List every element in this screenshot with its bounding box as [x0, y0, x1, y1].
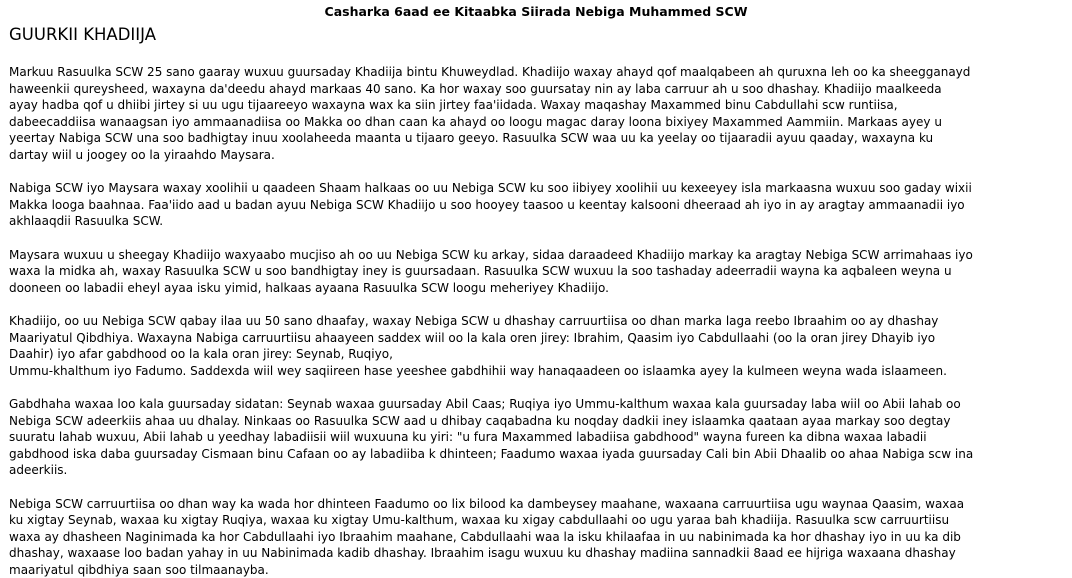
text-line: waxa la midka ah, waxay Rasuulka SCW u soo bandhigtay iney is guursadaan. Rasuulka SCW wuxuu la soo tashaday adeerradii wayna ka aqbaleen weyna u	[9, 263, 1061, 280]
text-line: waxa ay dhasheen Naginimada ka hor Cabdullaahi iyo Ibraahim maahane, Cabdullaahi waa la isku khilaafaa in uu nabinimada ka hor dhashay iyo in uu ka dib	[9, 529, 1061, 546]
paragraph-3	[9, 247, 1061, 297]
text-line: gabdhood iska daba guursaday Cismaan binu Cafaan oo ay labadiiba k dhinteen; Faadumo waxaa iyada guursaday Cali bin Abii Dhaalib oo ahaa Nabiga scw ina	[9, 446, 1061, 463]
text-line: ku xigtay Seynab, waxaa ku xigtay Ruqiya, waxaa ku xigtay Umu-kalthum, waxaa ku xigay cabdullaahi oo ugu yaraa bah khadiija. Rasuulka scw carruurtiisu	[9, 512, 1061, 529]
text-line: dabeecaddiisa wanaagsan iyo ammaanadiisa oo Makka oo dhan caan ka ahayd oo loogu magac daray loona bixiyey Maxammed Aammiin. Markaas ayey u	[9, 114, 1061, 131]
text-line: Maysara wuxuu u sheegay Khadiijo waxyaabo mucjiso ah oo uu Nebiga SCW ku arkay, sidaa daraadeed Khadiijo markay ka aragtay Nebiga SCW arrimahaas iyo	[9, 247, 1061, 264]
page-title: Casharka 6aad ee Kitaabka Siirada Nebiga Muhammed SCW	[0, 4, 1072, 20]
paragraph-6	[9, 496, 1061, 578]
text-line: maariyatul qibdhiya saan soo tilmaanayba.	[9, 562, 1061, 578]
text-line: haweenkii qureysheed, waxayna da'deedu ahayd markaas 40 sano. Ka hor waxay soo guursatay nin ay laba carruur ah u soo dhashay. Khadiijo maalkeeda	[9, 81, 1061, 98]
text-line: Markuu Rasuulka SCW 25 sano gaaray wuxuu guursaday Khadiija bintu Khuweydlad. Khadiijo waxay ahayd qof maalqabeen ah quruxna leh oo ka sheegganayd	[9, 64, 1061, 81]
text-line: dooneen oo labadii eheyl ayaa isku yimid, halkaas ayaana Rasuulka SCW loogu meheriyey Khadiijo.	[9, 280, 1061, 297]
text-line: Nabiga SCW iyo Maysara waxay xoolihii u qaadeen Shaam halkaas oo uu Nebiga SCW ku soo iibiyey xoolihii uu kexeeyey isla markaasna wuxuu soo gaday wixii	[9, 180, 1061, 197]
text-line: akhlaaqdii Rasuulka SCW.	[9, 213, 1061, 230]
text-line: Maariyatul Qibdhiya. Waxayna Nabiga carruurtiisu ahaayeen saddex wiil oo la kala oren jirey: Ibrahim, Qaasim iyo Cabdullaahi (oo la oran jirey Dhayib iyo	[9, 330, 1061, 347]
text-line: Nebiga SCW adeerkiis ahaa uu dhalay. Ninkaas oo Rasuulka SCW aad u dhibay caqabadna ku noqday dadkii iney islaamka qaataan ayaa markay soo degtay	[9, 413, 1061, 430]
text-line: dhashay, waxaase loo badan yahay in uu Nabinimada kadib dhashay. Ibraahim isagu wuxuu ku dhashay madiina sannadkii 8aad ee hijriga waxaana dhashay	[9, 545, 1061, 562]
text-line: Nebiga SCW carruurtiisa oo dhan way ka wada hor dhinteen Faadumo oo lix bilood ka dambeysey maahane, waxaana carruurtiisa ugu waynaa Qaasim, waxaa	[9, 496, 1061, 513]
text-line: Makka looga baahnaa. Faa'iido aad u badan ayuu Nebiga SCW Khadiijo u soo hooyey taasoo u keentay kalsooni dheeraad ah iyo in ay aragtay ammaanadii iyo	[9, 197, 1061, 214]
text-line: yeertay Nabiga SCW una soo badhigtay inuu xoolaheeda maanta u tijaaro geeyo. Rasuulka SCW waa uu ka yeelay oo tijaaradii ayuu qaaday, waxayna ku	[9, 130, 1061, 147]
text-line: Ummu-khalthum iyo Fadumo. Saddexda wiil wey saqiireen hase yeeshee gabdhihii way hanaqaadeen oo islaamka ayey la kulmeen weyna wada islaameen.	[9, 363, 1061, 380]
text-line: suuratu lahab wuxuu, Abii lahab u yeedhay labadiisii wiil wuxuuna ku yiri: "u fura Maxammed labadiisa gabdhood" wayna fureen ka dibna waxaa labadii	[9, 429, 1061, 446]
paragraph-2	[9, 180, 1061, 230]
text-line: dartay wiil u joogey oo la yiraahdo Maysara.	[9, 147, 1061, 164]
text-line: Khadiijo, oo uu Nebiga SCW qabay ilaa uu 50 sano dhaafay, waxay Nebiga SCW u dhashay carruurtiisa oo dhan marka laga reebo Ibraahim oo ay dhashay	[9, 313, 1061, 330]
section-heading: GUURKII KHADIIJA	[9, 24, 156, 46]
article-body	[9, 64, 1061, 578]
text-line: Daahir) iyo afar gabdhood oo la kala oran jirey: Seynab, Ruqiyo,	[9, 346, 1061, 363]
text-line: adeerkiis.	[9, 462, 1061, 479]
text-line: ayay hadba qof u dhiibi jirtey si uu ugu tijaareeyo waxayna wax ka siin jirtey faa'iidada. Waxay maqashay Maxammed binu Cabdullahi scw runtiisa,	[9, 97, 1061, 114]
paragraph-4	[9, 313, 1061, 379]
paragraph-1	[9, 64, 1061, 163]
paragraph-5	[9, 396, 1061, 479]
text-line: Gabdhaha waxaa loo kala guursaday sidatan: Seynab waxaa guursaday Abil Caas; Ruqiya iyo Ummu-kalthum waxaa kala guursaday laba wiil oo Abii lahab oo	[9, 396, 1061, 413]
